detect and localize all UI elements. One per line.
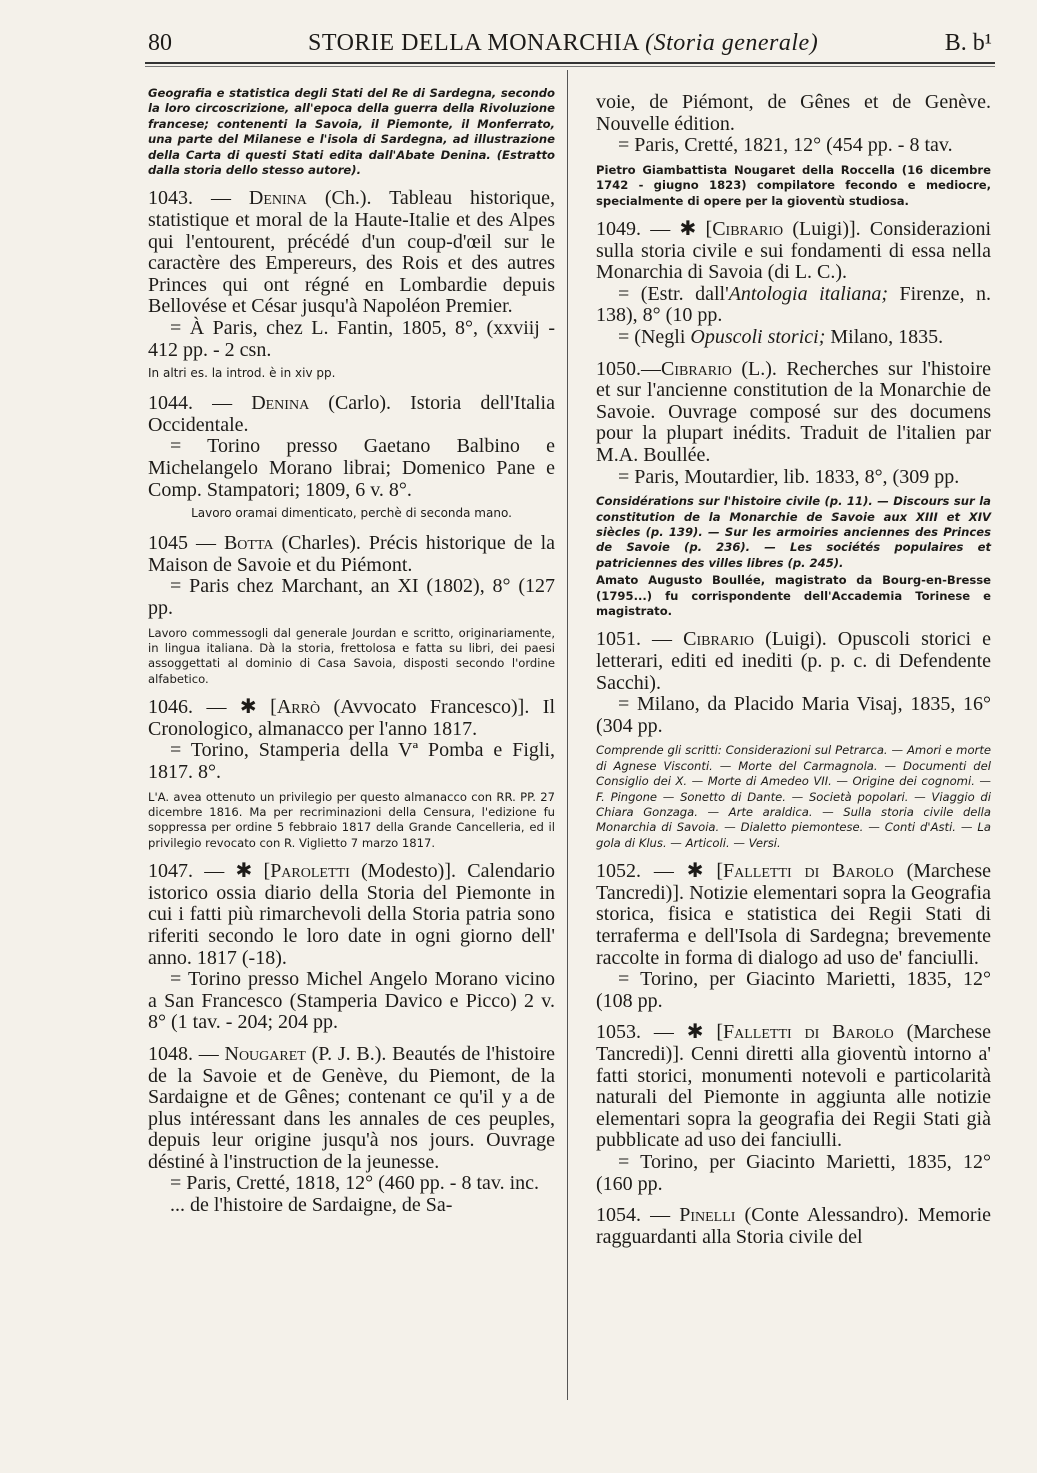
- entry-continuation: ... de l'histoire de Sardaigne, de Sa-: [170, 1194, 453, 1217]
- title-text: STORIE DELLA MONARCHIA: [308, 30, 639, 56]
- entry-1050: [596, 359, 991, 620]
- entry-publication: = Torino presso Gaetano Balbino e Michelangelo Morano librai; Domenico Pane e Comp. Stampatori; 1809, 6 v. 8°.: [148, 435, 555, 501]
- entry-publication: = Torino presso Michel Angelo Morano vicino a San Francesco (Stamperia Davico e Picco) 2 v. 8° (1 tav. - 204; 204 pp.: [148, 968, 555, 1034]
- entry-text: (Luigi)]. Considerazioni sulla storia civile e sui fondamenti di essa nella Monarchia di Savoia (di L. C.).: [596, 218, 992, 284]
- pub-title: Antologia italiana;: [728, 282, 888, 305]
- entry-number: 1046. — ✱ [: [148, 696, 277, 719]
- entry-number: 1048. —: [148, 1042, 219, 1065]
- entry-1046: [148, 697, 555, 851]
- entry-text: (Ch.). Tableau historique, statistique et moral de la Haute-Italie et des Alpes qui l'entourent, précédé d'un coup-d'œil sur le caractère des Empereurs, des Rois et des autres Princes qui ont régné en Lombardie depuis Bellovése et César jusqu'à Napoléon Premier.: [148, 187, 556, 318]
- pub-suffix: Milano, 1835.: [830, 325, 944, 348]
- entry-number: 1047. — ✱ [: [148, 860, 271, 883]
- running-title: [308, 30, 818, 57]
- entry-author: Denina: [248, 187, 307, 210]
- entry-publication: [596, 284, 991, 327]
- entry-publication: = Paris, Cretté, 1821, 12° (454 pp. - 8 tav.: [618, 134, 953, 157]
- entry-text: voie, de Piémont, de Gênes et de Genève. Nouvelle édition.: [596, 91, 991, 135]
- entry-author: Falletti di Barolo: [723, 860, 894, 883]
- entry-1049: [596, 219, 991, 349]
- entry-1044: [148, 393, 555, 521]
- entry-note: In altri es. la introd. è in xiv pp.: [148, 366, 336, 381]
- left-column: [148, 86, 555, 1227]
- entry-number: 1043. —: [148, 187, 231, 210]
- entry-1054: [596, 1205, 991, 1248]
- right-column: [596, 92, 991, 1258]
- entry-author: Cibrario: [712, 218, 784, 240]
- entry-number: 1053. — ✱ [: [596, 1021, 724, 1044]
- entry-text: (Conte Alessandro). Memorie ragguardanti alla Storia civile del: [596, 1204, 992, 1248]
- title-subtitle: (Storia generale): [645, 30, 819, 56]
- entry-publication: = Torino, Stamperia della Vª Pomba e Figli, 1817. 8°.: [148, 739, 555, 783]
- entry-text: (P. J. B.). Beautés de l'histoire de la Savoie et de Genève, du Piemont, de la Sardaigne et de Gênes; contenant ce qu'il y a de plus intéressant dans les annales de ces peuples, depuis leur origine jusqu'à nos jours. Ouvrage déstiné à l'instruction de la jeunesse.: [148, 1042, 556, 1173]
- entry-note: Lavoro oramai dimenticato, perchè di seconda mano.: [191, 506, 512, 521]
- entry-number: 1049. — ✱ [: [596, 218, 713, 240]
- entry-note-2: Amato Augusto Boullée, magistrato da Bourg-en-Bresse (1795...) fu corrispondente dell'Accademia Torinese e magistrato.: [596, 573, 991, 618]
- entry-1043: [148, 188, 555, 381]
- entry-publication: = Paris, Moutardier, lib. 1833, 8°, (309 pp.: [618, 465, 960, 488]
- intro-note: Geografia e statistica degli Stati del Re di Sardegna, secondo la loro circoscrizione, all'epoca della guerra della Rivoluzione francese; contenenti la Savoia, il Piemonte, il Monferrato, una parte del Milanese e l'isola di Sardegna, ad illustrazione della Carta di questi Stati edita dall'Abate Denina. (Estratto dalla storia dello stesso autore).: [148, 86, 555, 178]
- entry-publication: = Torino, per Giacinto Marietti, 1835, 12° (108 pp.: [596, 968, 991, 1012]
- entry-number: 1045 —: [148, 532, 216, 555]
- entry-note: L'A. avea ottenuto un privilegio per questo almanacco con RR. PP. 27 dicembre 1816. Ma per recriminazioni della Censura, l'edizione fu soppressa per ordine 5 febbraio 1817 della Grande Cancelleria, ed il privilegio revocato con R. Viglietto 7 marzo 1817.: [148, 789, 555, 850]
- entry-number: 1044. —: [148, 392, 233, 415]
- pub-suffix: Firenze, n. 138), 8° (10 pp.: [596, 282, 991, 327]
- pub-prefix: = (Negli: [618, 325, 686, 348]
- entry-number: 1054. —: [596, 1204, 671, 1227]
- entry-publication: = Milano, da Placido Maria Visaj, 1835, 16° (304 pp.: [596, 693, 991, 737]
- entry-1051: [596, 629, 991, 851]
- entry-author: Falletti di Barolo: [723, 1021, 894, 1044]
- entry-author: Cibrario: [661, 357, 732, 380]
- entry-author: Nougaret: [224, 1042, 306, 1065]
- entry-text: (Avvocato Francesco)]. Il Cronologico, almanacco per l'anno 1817.: [148, 696, 556, 740]
- entry-author: Denina: [251, 392, 310, 415]
- entry-1045: [148, 533, 555, 687]
- entry-text: (L.). Recherches sur l'histoire et sur l'ancienne constitution de la Monarchie de Savoie. Ouvrage composé sur des documens pour la plupart inédits. Traduit de l'italien par M.A. Boullée.: [596, 357, 991, 466]
- entry-note: Considérations sur l'histoire civile (p. 11). — Discours sur la constitution de la Monarchie de Savoie aux XIII et XIV siècles (p. 139). — Sur les armoiries anciennes des Princes de Savoie (p. 236). — Les sociétés populaires et patriciennes des villes libres (p. 245).: [596, 494, 991, 570]
- entry-1048: [148, 1044, 555, 1217]
- entry-1048-continued: [596, 92, 991, 209]
- entry-text: (Marchese Tancredi)]. Cenni diretti alla gioventù intorno a' fatti storici, monumenti notevoli e particolarità naturali del Piemonte in aggiunta alle notizie elementari sopra la geografia dei Regii Stati già pubblicate ad uso dei fanciulli.: [596, 1021, 992, 1152]
- header-rule: [145, 62, 995, 64]
- entry-text: (Carlo). Istoria dell'Italia Occidentale.: [148, 392, 555, 436]
- entry-note: Comprende gli scritti: Considerazioni sul Petrarca. — Amori e morte di Agnese Visconti. — Morte del Carmagnola. — Documenti del Consiglio dei X. — Morte di Amedeo VII. — Origine dei cognomi. — F. Pingone — Sonetto di Dante. — Società popolari. — Viaggio di Chiara Gonzaga. — Arte araldica. — Sulla storia civile della Monarchia di Savoia. — Dialetto piemontese. — Conti d'Asti. — La gola di Klus. — Articoli. — Versi.: [596, 743, 991, 850]
- entry-1052: [596, 861, 991, 1012]
- entry-number: 1051. —: [596, 628, 673, 651]
- entry-author: Botta: [223, 532, 274, 555]
- entry-author: Cibrario: [683, 628, 755, 651]
- pub-title: Opuscoli storici;: [690, 325, 826, 348]
- column-divider: [567, 70, 568, 1400]
- entry-publication: = Paris chez Marchant, an XI (1802), 8° (127 pp.: [148, 575, 555, 619]
- entry-number: 1052. — ✱ [: [596, 860, 724, 883]
- entry-1047: [148, 861, 555, 1034]
- pub-prefix: = (Estr. dall': [618, 282, 729, 305]
- entry-note: Pietro Giambattista Nougaret della Roccella (16 dicembre 1742 - giugno 1823) compilatore fecondo e mediocre, specialmente di opere per la gioventù studiosa.: [596, 162, 991, 208]
- entry-text: (Charles). Précis historique de la Maison de Savoie et du Piémont.: [148, 532, 556, 576]
- entry-note: Lavoro commessogli dal generale Jourdan e scritto, originariamente, in lingua italiana. Dà la storia, frettolosa e fatta su libri, dei paesi assoggettati al dominio di Casa Savoia, disposti secondo l'ordine alfabetico.: [148, 625, 555, 686]
- entry-publication: = Torino, per Giacinto Marietti, 1835, 12° (160 pp.: [596, 1150, 991, 1195]
- entry-publication-2: [596, 327, 991, 349]
- signature-mark: B. b¹: [944, 30, 992, 56]
- entry-text: (Modesto)]. Calendario istorico ossia diario della Storia del Piemonte in cui i fatti più rimarchevoli della Storia patria sono riferiti secondo le loro date in ogni giorno dell' anno. 1817 (-18).: [148, 860, 555, 969]
- entry-author: Pinelli: [679, 1204, 736, 1227]
- header-rule-thin: [145, 66, 995, 67]
- entry-text: (Luigi). Opuscoli storici e letterari, editi ed inediti (p. p. c. di Defendente Sacchi).: [596, 628, 992, 694]
- entry-publication: = Paris, Cretté, 1818, 12° (460 pp. - 8 tav. inc.: [170, 1172, 540, 1195]
- entry-author: Paroletti: [270, 860, 350, 883]
- running-header: [148, 30, 992, 66]
- entry-1053: [596, 1022, 991, 1195]
- entry-number: 1050.—: [596, 357, 661, 380]
- entry-publication: = À Paris, chez L. Fantin, 1805, 8°, (xxviij - 412 pp. - 2 csn.: [148, 317, 555, 361]
- entry-text: (Marchese Tancredi)]. Notizie elementari sopra la Geografia storica, fisica e statistica dei Regii Stati di terraferma e dell'Isola di Sardegna; brevemente raccolte in forma di dialogo ad uso de' fanciulli.: [596, 860, 992, 969]
- page-number: 80: [148, 30, 172, 56]
- entry-author: Arrò: [276, 696, 321, 719]
